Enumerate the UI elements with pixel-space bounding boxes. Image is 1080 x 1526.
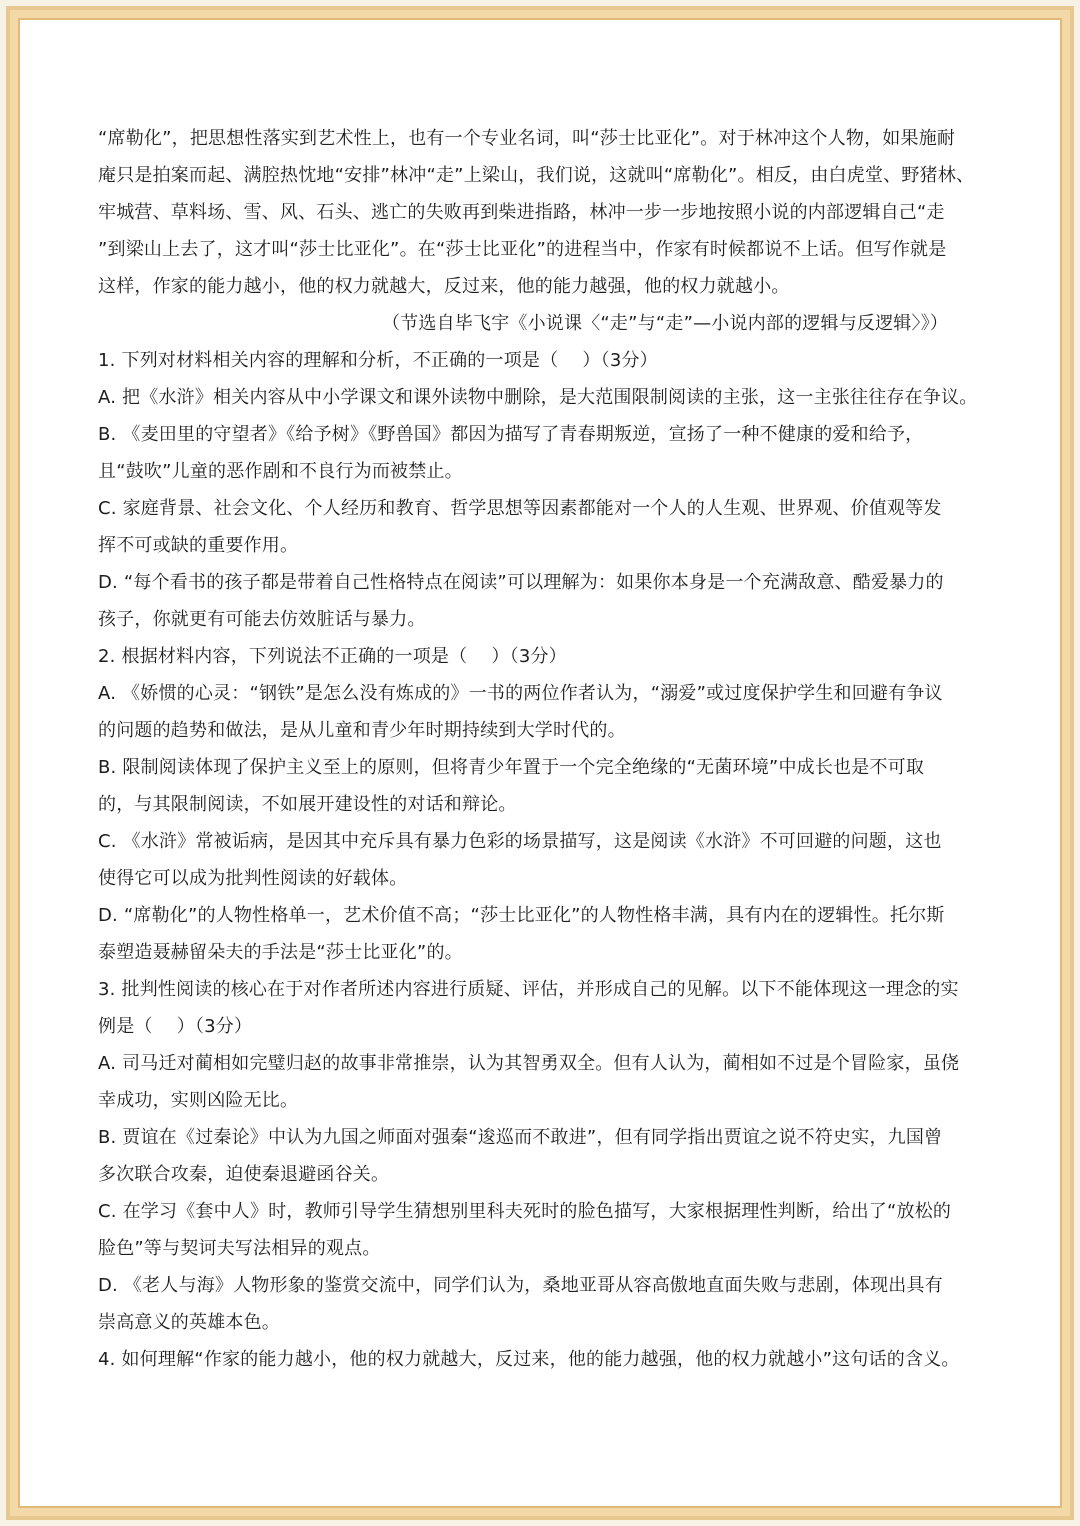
passage-line: “席勒化”，把思想性落实到艺术性上，也有一个专业名词，叫“莎士比亚化”。对于林冲这个人物，如果施耐 xyxy=(98,128,956,149)
option-line: D. “席勒化”的人物性格单一，艺术价值不高；“莎士比亚化”的人物性格丰满，具有内在的逻辑性。托尔斯 xyxy=(98,905,945,926)
source-citation: （节选自毕飞宇《小说课〈“走”与“走”—小说内部的逻辑与反逻辑〉》） xyxy=(382,313,949,334)
option-line: 孩子，你就更有可能去仿效脏话与暴力。 xyxy=(98,609,426,630)
option-b xyxy=(98,416,998,490)
question-1 xyxy=(98,342,998,638)
option-line: 使得它可以成为批判性阅读的好载体。 xyxy=(98,868,408,889)
option-line: C. 家庭背景、社会文化、个人经历和教育、哲学思想等因素都能对一个人的人生观、世界观、价值观等发 xyxy=(98,498,942,519)
question-stem: 例是（ ）（3分） xyxy=(98,1016,253,1037)
passage-line: 牢城营、草料场、雪、风、石头、逃亡的失败再到柴进指路，林冲一步一步地按照小说的内部逻辑自己“走 xyxy=(98,202,945,223)
option-line: A. 《娇惯的心灵：“钢铁”是怎么没有炼成的》一书的两位作者认为，“溺爱”或过度保护学生和回避有争议 xyxy=(98,683,943,704)
option-line: 多次联合攻秦，迫使秦退避函谷关。 xyxy=(98,1164,390,1185)
option-line: C. 在学习《套中人》时，教师引导学生猜想别里科夫死时的脸色描写，大家根据理性判断，给出了“放松的 xyxy=(98,1201,952,1222)
question-stem: 4. 如何理解“作家的能力越小，他的权力就越大，反过来，他的能力越强，他的权力就越小”这句话的含义。 xyxy=(98,1349,960,1370)
question-2 xyxy=(98,638,998,971)
option-c xyxy=(98,823,998,897)
option-a xyxy=(98,379,998,416)
option-c xyxy=(98,1193,998,1267)
option-a xyxy=(98,1045,998,1119)
option-line: 泰塑造聂赫留朵夫的手法是“莎士比亚化”的。 xyxy=(98,942,463,963)
option-d xyxy=(98,564,998,638)
question-3 xyxy=(98,971,998,1341)
option-line: 的问题的趋势和做法，是从儿童和青少年时期持续到大学时代的。 xyxy=(98,720,626,741)
option-line: A. 把《水浒》相关内容从中小学课文和课外读物中删除，是大范围限制阅读的主张，这一主张往往存在争议。 xyxy=(98,387,978,408)
option-line: B. 限制阅读体现了保护主义至上的原则，但将青少年置于一个完全绝缘的“无菌环境”中成长也是不可取 xyxy=(98,757,925,778)
option-c xyxy=(98,490,998,564)
option-line: B. 贾谊在《过秦论》中认为九国之师面对强秦“逡巡而不敢进”，但有同学指出贾谊之说不符史实，九国曾 xyxy=(98,1127,943,1148)
option-line: 且“鼓吹”儿童的恶作剧和不良行为而被禁止。 xyxy=(98,461,463,482)
passage-line: ”到梁山上去了，这才叫“莎士比亚化”。在“莎士比亚化”的进程当中，作家有时候都说不上话。但写作就是 xyxy=(98,239,947,260)
option-d xyxy=(98,1267,998,1341)
passage xyxy=(98,120,998,305)
passage-line: 庵只是拍案而起、满腔热忱地“安排”林冲“走”上梁山，我们说，这就叫“席勒化”。相反，由白虎堂、野猪林、 xyxy=(98,165,975,186)
document-content xyxy=(98,120,998,1378)
question-stem: 3. 批判性阅读的核心在于对作者所述内容进行质疑、评估，并形成自己的见解。以下不能体现这一理念的实 xyxy=(98,979,959,1000)
option-line: A. 司马迁对蔺相如完璧归赵的故事非常推崇，认为其智勇双全。但有人认为，蔺相如不过是个冒险家，虽侥 xyxy=(98,1053,960,1074)
question-4 xyxy=(98,1341,998,1378)
option-b xyxy=(98,749,998,823)
question-stem: 1. 下列对材料相关内容的理解和分析，不正确的一项是（ ）（3分） xyxy=(98,350,658,371)
option-a xyxy=(98,675,998,749)
option-d xyxy=(98,897,998,971)
option-line: B. 《麦田里的守望者》《给予树》《野兽国》都因为描写了青春期叛逆，宣扬了一种不健康的爱和给予， xyxy=(98,424,924,445)
option-line: D. “每个看书的孩子都是带着自己性格特点在阅读”可以理解为：如果你本身是一个充满敌意、酷爱暴力的 xyxy=(98,572,944,593)
option-line: 脸色”等与契诃夫写法相异的观点。 xyxy=(98,1238,381,1259)
option-line: 崇高意义的英雄本色。 xyxy=(98,1312,280,1333)
option-line: C. 《水浒》常被诟病，是因其中充斥具有暴力色彩的场景描写，这是阅读《水浒》不可回避的问题，这也 xyxy=(98,831,942,852)
option-b xyxy=(98,1119,998,1193)
option-line: D. 《老人与海》人物形象的鉴赏交流中，同学们认为，桑地亚哥从容高傲地直面失败与悲剧，体现出具有 xyxy=(98,1275,943,1296)
option-line: 幸成功，实则凶险无比。 xyxy=(98,1090,299,1111)
question-stem: 2. 根据材料内容，下列说法不正确的一项是（ ）（3分） xyxy=(98,646,567,667)
option-line: 的，与其限制阅读，不如展开建设性的对话和辩论。 xyxy=(98,794,517,815)
option-line: 挥不可或缺的重要作用。 xyxy=(98,535,299,556)
passage-line: 这样，作家的能力越小，他的权力就越大，反过来，他的能力越强，他的权力就越小。 xyxy=(98,276,790,297)
